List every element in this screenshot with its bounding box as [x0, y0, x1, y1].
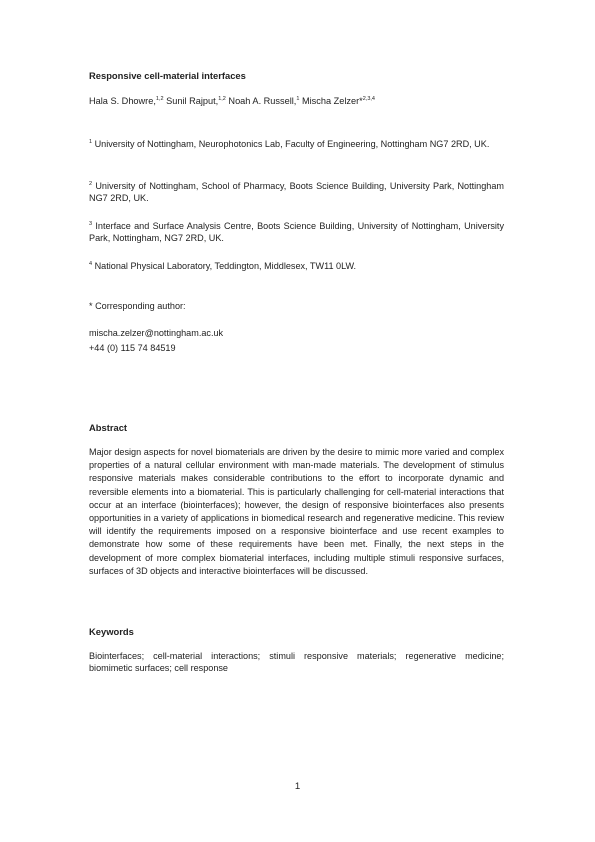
author-list	[89, 96, 375, 106]
author-affiliation-marker: 2,3,4	[362, 95, 375, 102]
affiliation-number: 2	[89, 180, 93, 187]
author-affiliation-marker: 1,2	[155, 95, 164, 102]
affiliation-1	[89, 138, 504, 150]
corresponding-author-email[interactable]: mischa.zelzer@nottingham.ac.uk	[89, 328, 224, 338]
keywords-heading: Keywords	[89, 626, 134, 637]
abstract-heading: Abstract	[89, 422, 128, 433]
affiliation-number: 1	[89, 138, 93, 145]
affiliation-number: 3	[89, 220, 93, 227]
affiliation-3	[89, 220, 504, 245]
author-name: Sunil Rajput,	[163, 96, 219, 106]
affiliation-text: National Physical Laboratory, Teddington, Middlesex, TW11 0LW.	[92, 261, 357, 271]
affiliation-4	[89, 260, 504, 272]
affiliation-2	[89, 180, 504, 205]
corresponding-author-phone: +44 (0) 115 74 84519	[89, 343, 176, 353]
author-name: Hala S. Dhowre,	[89, 96, 156, 106]
affiliation-text: University of Nottingham, School of Pharmacy, Boots Science Building, University Park, Nottingham NG7 2RD, UK.	[89, 181, 504, 204]
affiliation-text: University of Nottingham, Neurophotonics Lab, Faculty of Engineering, Nottingham NG7 2RD, UK.	[92, 139, 490, 149]
paper-title: Responsive cell-material interfaces	[89, 70, 246, 81]
page-number: 1	[294, 781, 301, 792]
author-name: Mischa Zelzer*	[299, 96, 363, 106]
corresponding-author-label: * Corresponding author:	[89, 301, 186, 311]
author-affiliation-marker: 1	[296, 95, 300, 102]
author-affiliation-marker: 1,2	[218, 95, 226, 102]
affiliation-number: 4	[89, 260, 93, 267]
abstract-text: Major design aspects for novel biomaterials are driven by the desire to mimic more varied and complex properties of a natural cellular environment with man-made materials. The development of stimulus responsive materials makes considerable contributions to the effort to incorporate dynamic and reversible elements into a biomaterial. This is particularly challenging for cell-material interactions that occur at an interface (biointerfaces); however, the design of responsive biointerfaces also presents opportunities in a variety of applications in biomedical research and regenerative medicine. This review will identify the requirements imposed on a responsive biointerface and use recent examples to demonstrate how some of these requirements have been met. Finally, the next steps in the development of more complex biomaterial interfaces, including multiple stimuli responsive surfaces, surfaces of 3D objects and interactive biointerfaces will be discussed.	[89, 447, 504, 576]
affiliation-text: Interface and Surface Analysis Centre, Boots Science Building, University of Nottingham, University Park, Nottingham, NG7 2RD, UK.	[89, 221, 504, 244]
keywords-text: Biointerfaces; cell-material interactions; stimuli responsive materials; regenerative medicine; biomimetic surfaces; cell response	[89, 651, 504, 674]
author-name: Noah A. Russell,	[225, 96, 297, 106]
